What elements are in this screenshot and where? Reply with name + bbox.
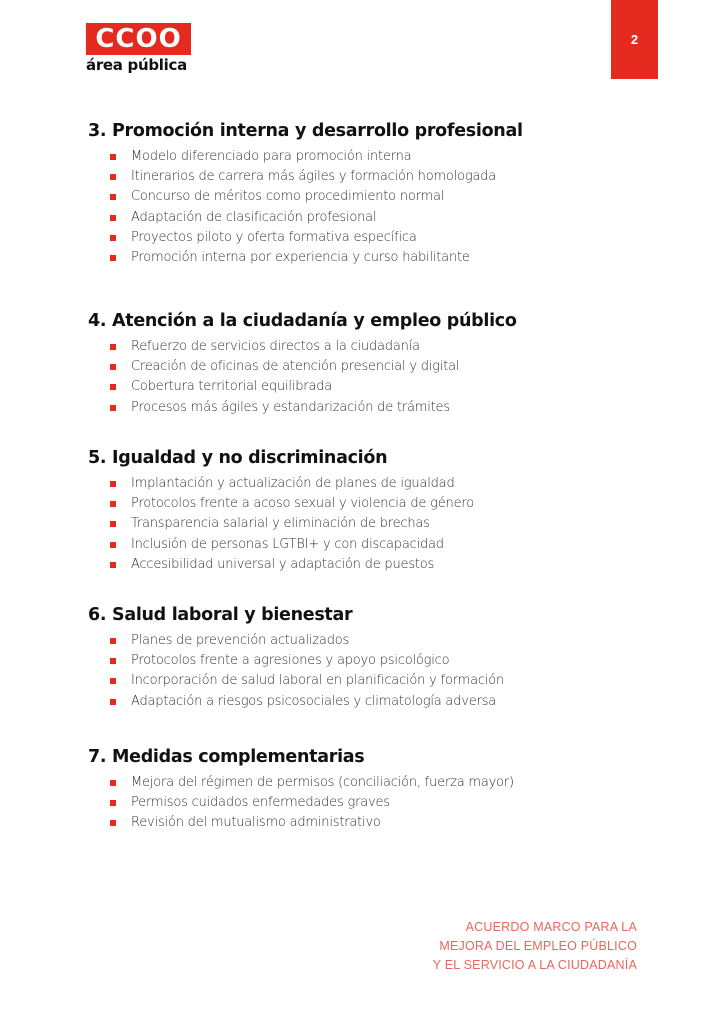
list-item [110,773,648,793]
bullet-list [88,773,648,834]
list-item [110,167,648,187]
list-item-text: Adaptación de clasificación profesional [131,209,377,225]
square-bullet-icon [110,800,116,806]
list-item-text: Cobertura territorial equilibrada [131,379,333,395]
square-bullet-icon [110,638,116,644]
square-bullet-icon [110,521,116,527]
logo-mark: CCOO [86,23,191,55]
square-bullet-icon [110,501,116,507]
list-item-text: Concurso de méritos como procedimiento normal [131,189,445,205]
square-bullet-icon [110,780,116,786]
list-item-text: Adaptación a riesgos psicosociales y climatología adversa [131,693,497,709]
list-item-text: Implantación y actualización de planes de igualdad [131,476,455,491]
section-medidas-complementarias [88,745,648,834]
square-bullet-icon [110,678,116,684]
square-bullet-icon [110,562,116,568]
list-item-text: Mejora del régimen de permisos (conciliación, fuerza mayor) [131,775,514,790]
square-bullet-icon [110,542,116,548]
square-bullet-icon [110,364,116,370]
square-bullet-icon [110,215,116,221]
section-title: 3. Promoción interna y desarrollo profesional [88,121,523,141]
list-item [110,187,648,207]
list-item [110,357,648,377]
square-bullet-icon [110,344,116,350]
list-item [110,377,648,397]
section-salud-laboral [88,603,648,712]
footer-line: ACUERDO MARCO PARA LA [465,920,637,934]
section-atencion-ciudadania [88,309,648,418]
list-item-text: Itinerarios de carrera más ágiles y formación homologada [131,169,497,185]
list-item [110,228,648,248]
square-bullet-icon [110,405,116,411]
list-item [110,793,648,813]
list-item [110,514,648,534]
list-item-text: Inclusión de personas LGTBI+ y con discapacidad [131,536,444,552]
list-item-text: Accesibilidad universal y adaptación de puestos [131,556,435,572]
list-item-text: Incorporación de salud laboral en planificación y formación [131,673,505,689]
list-item-text: Promoción interna por experiencia y curso habilitante [131,250,470,266]
list-item-text: Permisos cuidados enfermedades graves [131,795,390,811]
section-title: 5. Igualdad y no discriminación [88,448,388,468]
bullet-list [88,631,648,712]
list-item [110,671,648,691]
list-item [110,337,648,357]
bullet-list [88,147,648,268]
logo-subtitle: área pública [86,56,187,74]
list-item [110,692,648,712]
list-item-text: Procesos más ágiles y estandarización de trámites [131,399,450,415]
square-bullet-icon [110,820,116,826]
list-item-text: Proyectos piloto y oferta formativa específica [131,229,417,245]
list-item-text: Transparencia salarial y eliminación de brechas [131,516,430,532]
list-item-text: Creación de oficinas de atención presencial y digital [131,359,460,375]
list-item-text: Protocolos frente a acoso sexual y violencia de género [131,496,474,512]
section-title: 7. Medidas complementarias [88,747,365,767]
square-bullet-icon [110,658,116,664]
square-bullet-icon [110,154,116,160]
footer-line: MEJORA DEL EMPLEO PÚBLICO [439,939,637,953]
list-item-text: Planes de prevención actualizados [131,633,350,648]
square-bullet-icon [110,174,116,180]
list-item-text: Refuerzo de servicios directos a la ciudadanía [131,339,420,354]
section-title: 4. Atención a la ciudadanía y empleo público [88,311,517,331]
list-item-text: Modelo diferenciado para promoción interna [131,149,412,164]
footer-line: Y EL SERVICIO A LA CIUDADANÍA [432,958,637,972]
list-item [110,474,648,494]
list-item [110,631,648,651]
list-item [110,248,648,268]
list-item [110,651,648,671]
list-item [110,555,648,575]
section-igualdad [88,446,648,575]
list-item [110,398,648,418]
section-promocion-interna [88,119,648,268]
list-item [110,535,648,555]
footer-document-title [433,918,637,975]
list-item [110,208,648,228]
bullet-list [88,337,648,418]
list-item [110,494,648,514]
square-bullet-icon [110,235,116,241]
page-number: 2 [630,32,639,47]
bullet-list [88,474,648,575]
page-number-tab [611,0,658,79]
square-bullet-icon [110,481,116,487]
logo [86,23,196,74]
square-bullet-icon [110,194,116,200]
list-item-text: Revisión del mutualismo administrativo [131,815,381,831]
section-title: 6. Salud laboral y bienestar [88,605,353,625]
list-item [110,813,648,833]
list-item [110,147,648,167]
square-bullet-icon [110,255,116,261]
square-bullet-icon [110,699,116,705]
square-bullet-icon [110,384,116,390]
list-item-text: Protocolos frente a agresiones y apoyo psicológico [131,653,450,669]
